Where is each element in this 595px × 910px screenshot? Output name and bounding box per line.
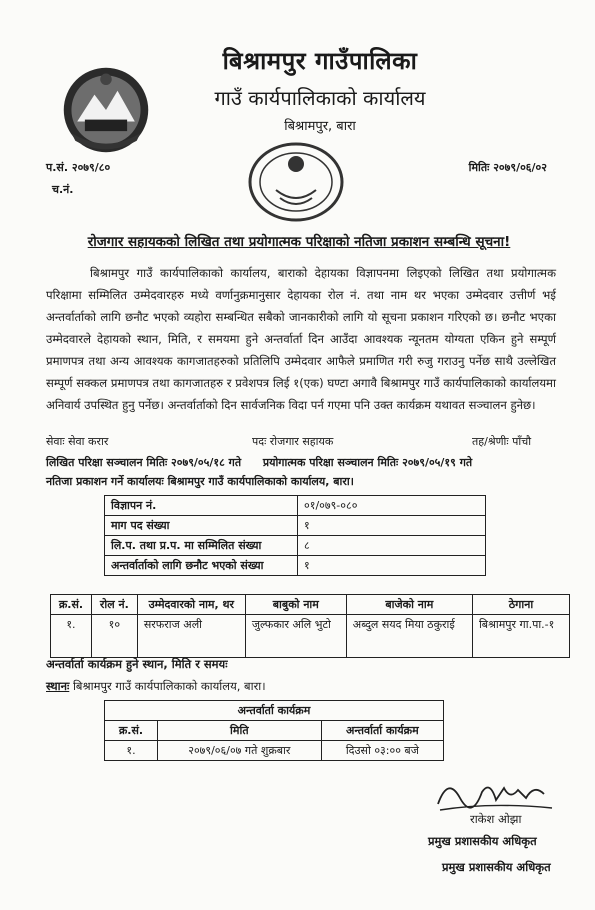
interview-heading: अन्तर्वार्ता कार्यक्रम हुने स्थान, मिति र समयः bbox=[46, 657, 228, 671]
place-label: स्थानः bbox=[46, 679, 70, 693]
column-header: बाबुको नाम bbox=[245, 595, 346, 615]
column-header: रोल नं. bbox=[91, 595, 137, 615]
table-cell: विज्ञापन नं. bbox=[105, 496, 298, 516]
table-cell: लि.प. तथा प्र.प. मा सम्मिलित संख्या bbox=[105, 536, 298, 556]
table-cell: २०७९/०६/०७ गते शुक्रबार bbox=[157, 741, 321, 761]
vacancy-info-table bbox=[104, 495, 486, 576]
column-header: बाजेको नाम bbox=[346, 595, 472, 615]
column-header: क्र.सं. bbox=[105, 721, 158, 741]
table-cell: १. bbox=[105, 741, 158, 761]
table-row bbox=[105, 556, 486, 576]
org-name: बिश्रामपुर गाउँपालिका bbox=[222, 47, 418, 75]
candidate-table bbox=[50, 594, 570, 658]
result-office: नतिजा प्रकाशन गर्ने कार्यालयः बिश्रामपुर गाउँ कार्यपालिकाको कार्यालय, बारा। bbox=[46, 475, 354, 488]
table-cell: ८ bbox=[298, 536, 486, 556]
table-cell: दिउसो ०३:०० बजे bbox=[321, 741, 443, 761]
post-label: पदः रोजगार सहायक bbox=[252, 435, 334, 448]
table-row bbox=[105, 496, 486, 516]
table-title-row bbox=[105, 701, 444, 721]
reference-number: प.सं. २०७९/८० bbox=[46, 161, 111, 174]
table-cell: अब्दुल सयद मिया ठकुराई bbox=[346, 615, 472, 658]
table-header-row bbox=[105, 721, 444, 741]
schedule-title: अन्तर्वार्ता कार्यक्रम bbox=[105, 701, 444, 721]
table-row bbox=[105, 741, 444, 761]
place-value: बिश्रामपुर गाउँ कार्यपालिकाको कार्यालय, बारा। bbox=[72, 679, 266, 693]
service-label: सेवाः सेवा करार bbox=[46, 435, 109, 448]
column-header: अन्तर्वार्ता कार्यक्रम bbox=[321, 721, 443, 741]
column-header: ठेगाना bbox=[472, 595, 569, 615]
signatory-post: प्रमुख प्रशासकीय अधिकृत bbox=[428, 834, 537, 848]
table-cell: ०१/०७९-०८० bbox=[298, 496, 486, 516]
table-cell: जुल्फकार अलि भुटो bbox=[245, 615, 346, 658]
nepal-emblem-icon bbox=[58, 62, 154, 158]
table-cell: बिश्रामपुर गा.पा.-१ bbox=[472, 615, 569, 658]
dispatch-number: च.नं. bbox=[52, 183, 74, 196]
stamp-post: प्रमुख प्रशासकीय अधिकृत bbox=[442, 860, 551, 874]
table-cell: माग पद संख्या bbox=[105, 516, 298, 536]
notice-subject: रोजगार सहायकको लिखित तथा प्रयोगात्मक परिक्षाको नतिजा प्रकाशन सम्बन्धि सूचना! bbox=[87, 234, 511, 250]
office-seal-stamp bbox=[246, 140, 346, 224]
office-name: गाउँ कार्यपालिकाको कार्यालय bbox=[214, 86, 426, 110]
table-cell: सरफराज अली bbox=[137, 615, 245, 658]
table-row bbox=[51, 615, 570, 658]
column-header: मिति bbox=[157, 721, 321, 741]
table-row bbox=[105, 536, 486, 556]
written-exam-date: लिखित परिक्षा सञ्चालन मितिः २०७९/०५/१८ गते bbox=[46, 456, 242, 469]
table-cell: १. bbox=[51, 615, 92, 658]
table-cell: १० bbox=[91, 615, 137, 658]
column-header: उम्मेदवारको नाम, थर bbox=[137, 595, 245, 615]
signatory-name: राकेश ओझा bbox=[470, 812, 522, 826]
practical-exam-date: प्रयोगात्मक परिक्षा सञ्चालन मितिः २०७९/०५/१९ गते bbox=[262, 456, 473, 469]
interview-schedule-table bbox=[104, 700, 444, 761]
exam-dates bbox=[46, 455, 566, 470]
notice-body: बिश्रामपुर गाउँ कार्यपालिकाको कार्यालय, बाराको देहायका विज्ञापनमा लिइएको लिखित तथा प्रयोगात्मक परिक्षामा सम्मिलित उम्मेदवारहरु मध्ये वर्णानुक्रमानुसार देहायका रोल नं. तथा नाम थर भएका उम्मेदवार उत्तीर्ण भई अन्तर्वार्ताको लागि छनौट भएको व्यहोरा सम्बन्धित सबैको जानकारीको लागि यो सूचना प्रकाशन गरिएको छ। छनौट भएका उम्मेदवारले देहायको स्थान, मिति, र समयमा हुने अन्तर्वार्ता दिन आउँदा आवश्यक न्यूनतम योग्यता एकिन हुने सम्पूर्ण प्रमाणपत्र तथा अन्य आवश्यक कागजातहरुको प्रतिलिपि उम्मेदवार आफैले प्रमाणित गरी रुजु गराउनु पर्नेछ साथै उल्लेखित सम्पूर्ण सक्कल प्रमाणपत्र तथा कागजातहरु र प्रवेशपत्र लिई १(एक) घण्टा अगावै बिश्रामपुर गाउँ कार्यपालिकाको कार्यालयमा अनिवार्य उपस्थित हुनु पर्नेछ। अन्तर्वार्ताको दिन सार्वजनिक विदा पर्न गएमा पनि उक्त कार्यक्रम यथावत सञ्चालन हुनेछ। bbox=[46, 266, 556, 412]
table-cell: अन्तर्वार्ताको लागि छनौट भएको संख्या bbox=[105, 556, 298, 576]
office-address: बिश्रामपुर, बारा bbox=[284, 119, 356, 134]
column-header: क्र.सं. bbox=[51, 595, 92, 615]
interview-place bbox=[46, 679, 266, 694]
table-row bbox=[105, 516, 486, 536]
letter-date: मितिः २०७९/०६/०२ bbox=[468, 161, 547, 174]
table-cell: १ bbox=[298, 556, 486, 576]
table-header-row bbox=[51, 595, 570, 615]
table-cell: १ bbox=[298, 516, 486, 536]
handwritten-signature bbox=[430, 770, 560, 816]
level-label: तह/श्रेणीः पाँचौ bbox=[472, 435, 532, 448]
